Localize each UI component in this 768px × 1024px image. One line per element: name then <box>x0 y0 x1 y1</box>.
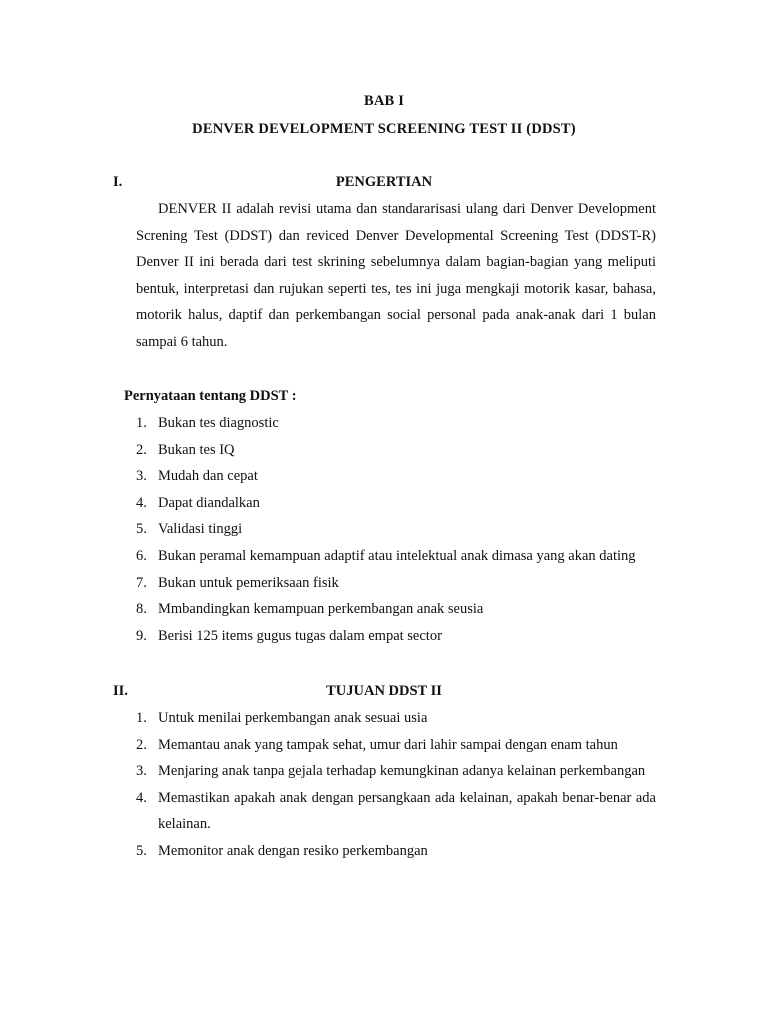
list-item-text: Untuk menilai perkembangan anak sesuai usia <box>158 710 428 726</box>
list-item-number: 3. <box>136 763 147 780</box>
definition-paragraph <box>136 196 656 355</box>
list-item-number: 1. <box>136 415 147 431</box>
list-item-text: Bukan peramal kemampuan adaptif atau intelektual anak dimasa yang akan dating <box>158 547 636 564</box>
list-item-number: 7. <box>136 574 147 591</box>
list-item-text: Memonitor anak dengan resiko perkembangan <box>158 842 428 859</box>
list-item-number: 2. <box>136 441 147 458</box>
list-item <box>136 758 656 785</box>
list-item-number: 9. <box>136 627 147 644</box>
section-1-number: I. <box>113 174 123 190</box>
section-2-title: TUJUAN DDST II <box>326 683 442 699</box>
list-item-text: Mmbandingkan kemampuan perkembangan anak seusia <box>158 601 484 618</box>
list-item-number: 8. <box>136 601 147 618</box>
section-2-number: II. <box>113 683 128 699</box>
list-item <box>136 732 656 759</box>
list-item <box>136 623 656 650</box>
list-item-number: 5. <box>136 521 147 538</box>
chapter-heading: BAB I <box>363 93 405 109</box>
list-item-number: 1. <box>136 710 147 726</box>
list-item <box>136 437 656 464</box>
statements-heading: Pernyataan tentang DDST : <box>124 388 297 404</box>
list-item-text: Berisi 125 items gugus tugas dalam empat sector <box>158 627 442 644</box>
list-item-text: Bukan tes diagnostic <box>158 415 279 431</box>
list-item <box>136 570 656 597</box>
list-item <box>136 410 656 437</box>
list-item-number: 4. <box>136 494 147 511</box>
list-item-text: Memastikan apakah anak dengan persangkaan ada kelainan, apakah benar-benar ada kelainan. <box>158 789 656 833</box>
list-item <box>136 543 656 570</box>
document-title: DENVER DEVELOPMENT SCREENING TEST II (DDST) <box>192 121 576 137</box>
section-1-title: PENGERTIAN <box>335 174 433 190</box>
list-item-text: Menjaring anak tanpa gejala terhadap kemungkinan adanya kelainan perkembangan <box>158 763 646 780</box>
objectives-list <box>136 705 656 865</box>
list-item-number: 5. <box>136 842 147 859</box>
list-item <box>136 838 656 865</box>
list-item-text: Dapat diandalkan <box>158 494 260 511</box>
statements-list <box>136 410 656 649</box>
list-item-text: Validasi tinggi <box>158 521 243 538</box>
list-item <box>136 596 656 623</box>
list-item <box>136 785 656 838</box>
list-item-text: Bukan tes IQ <box>158 441 235 458</box>
list-item <box>136 705 656 732</box>
list-item-text: Mudah dan cepat <box>158 468 258 485</box>
list-item-number: 2. <box>136 736 147 753</box>
definition-text: DENVER II adalah revisi utama dan standararisasi ulang dari Denver Development Screning Test (DDST) dan reviced Denver Developmental Screening Test (DDST-R) Denver II ini berada dari test skrining sebelumnya dalam bagian-bagian yang meliputi bentuk, interpretasi dan rujukan seperti tes, tes ini juga mengkaji motorik kasar, bahasa, motorik halus, daptif dan perkembangan social personal pada anak-anak dari 1 bulan sampai 6 tahun. <box>136 201 656 350</box>
list-item-text: Memantau anak yang tampak sehat, umur dari lahir sampai dengan enam tahun <box>158 736 618 753</box>
list-item-text: Bukan untuk pemeriksaan fisik <box>158 574 339 591</box>
list-item <box>136 463 656 490</box>
list-item-number: 3. <box>136 468 147 485</box>
list-item-number: 4. <box>136 789 147 806</box>
list-item <box>136 516 656 543</box>
list-item <box>136 490 656 517</box>
list-item-number: 6. <box>136 547 147 564</box>
